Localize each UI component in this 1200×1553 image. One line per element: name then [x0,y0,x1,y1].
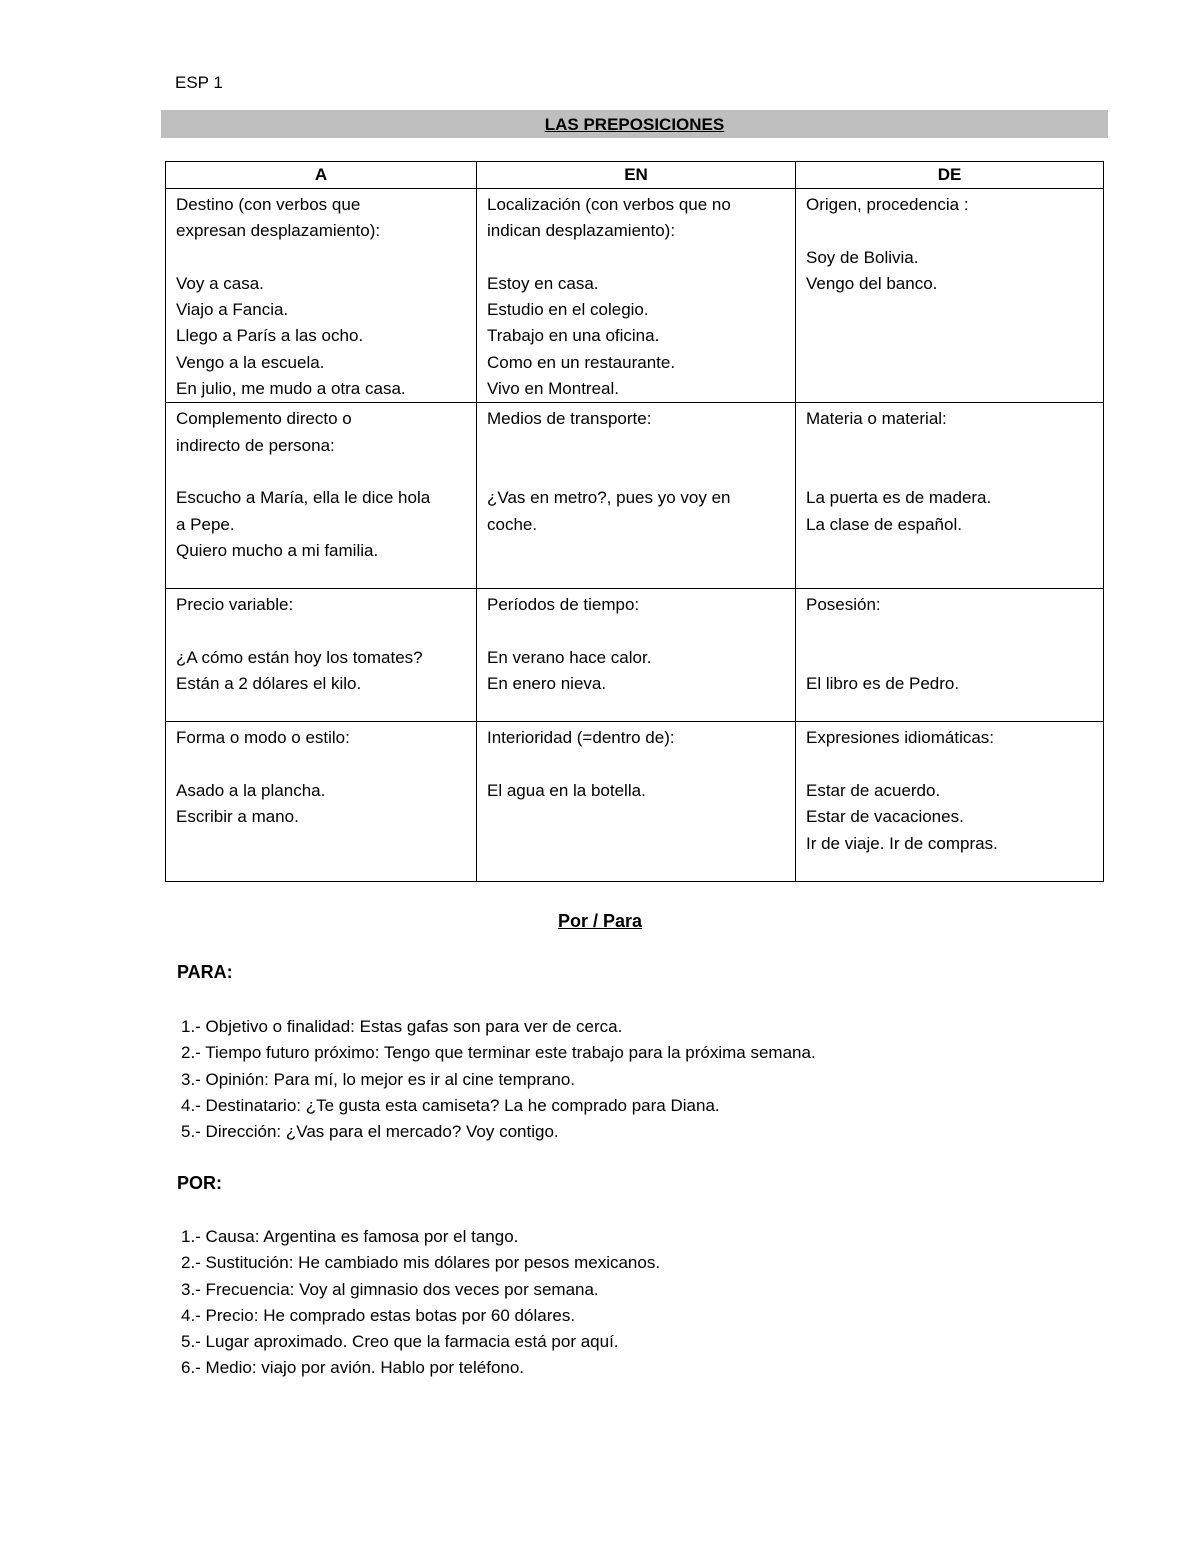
cell-line: expresan desplazamiento): [176,221,381,241]
table-cell [477,403,796,589]
cell-line: El agua en la botella. [487,780,646,800]
table-cell [477,589,796,722]
cell-line: Viajo a Fancia. [176,300,289,320]
cell-line: Estudio en el colegio. [487,300,649,320]
cell-line [806,433,1093,459]
cell-line: Vengo a la escuela. [176,352,325,372]
cell-line: En enero nieva. [487,674,607,694]
column-header-en: EN [477,162,796,189]
cell-line: Interioridad (=dentro de): [487,728,675,748]
cell-line [176,752,466,778]
cell-line: La clase de español. [806,514,962,534]
cell-line [806,459,1093,485]
cell-line [487,619,785,645]
cell-line: La puerta es de madera. [806,488,992,508]
list-item: 5.- Lugar aproximado. Creo que la farmacia está por aquí. [181,1332,619,1352]
table-cell [166,403,477,589]
column-header-de: DE [796,162,1104,189]
cell-line [806,645,1093,671]
cell-line: ¿Vas en metro?, pues yo voy en [487,488,731,508]
table-cell [166,722,477,882]
cell-line: En verano hace calor. [487,647,652,667]
cell-line: Expresiones idiomáticas: [806,728,995,748]
list-item: 4.- Precio: He comprado estas botas por 60 dólares. [181,1305,576,1325]
cell-line: En julio, me mudo a otra casa. [176,379,406,399]
cell-line: Quiero mucho a mi familia. [176,540,379,560]
table-cell [166,189,477,403]
cell-line [176,459,466,485]
cell-line [487,245,785,271]
table-row [166,403,1104,589]
por-heading: POR: [177,1173,222,1193]
cell-line: Ir de viaje. Ir de compras. [806,833,998,853]
cell-line: Estar de vacaciones. [806,807,964,827]
cell-line [487,459,785,485]
por-list [181,1224,660,1382]
table-cell [796,589,1104,722]
table-row [166,589,1104,722]
course-code: ESP 1 [175,73,223,92]
cell-line [487,433,785,459]
para-list [181,1014,816,1145]
page-title: LAS PREPOSICIONES [544,115,725,134]
cell-line: Posesión: [806,595,881,615]
table-cell [477,722,796,882]
cell-line: Forma o modo o estilo: [176,728,350,748]
cell-line: Están a 2 dólares el kilo. [176,674,362,694]
table-cell [796,722,1104,882]
cell-line: Medios de transporte: [487,409,652,429]
cell-line [806,619,1093,645]
table-row [166,722,1104,882]
list-item: 1.- Objetivo o finalidad: Estas gafas son para ver de cerca. [181,1017,623,1036]
cell-line: ¿A cómo están hoy los tomates? [176,647,423,667]
cell-line: Vengo del banco. [806,273,938,293]
cell-line: Materia o material: [806,409,947,429]
list-item: 6.- Medio: viajo por avión. Hablo por teléfono. [181,1358,525,1378]
cell-line: Escucho a María, ella le dice hola [176,488,431,508]
cell-line: Trabajo en una oficina. [487,326,660,346]
page-title-bar [161,110,1108,138]
table-cell [166,589,477,722]
list-item: 5.- Dirección: ¿Vas para el mercado? Voy contigo. [181,1122,559,1142]
para-heading: PARA: [177,962,233,982]
cell-line: Precio variable: [176,595,294,615]
cell-line: Escribir a mano. [176,807,299,827]
cell-line [176,619,466,645]
list-item: 3.- Frecuencia: Voy al gimnasio dos veces por semana. [181,1279,599,1299]
cell-line: Estoy en casa. [487,273,599,293]
cell-line: a Pepe. [176,514,235,534]
cell-line [176,245,466,271]
cell-line: Estar de acuerdo. [806,780,941,800]
cell-line: Complemento directo o [176,409,352,429]
table-row [166,189,1104,403]
list-item: 3.- Opinión: Para mí, lo mejor es ir al cine temprano. [181,1069,575,1089]
table-cell [796,403,1104,589]
cell-line: coche. [487,514,538,534]
list-item: 2.- Tiempo futuro próximo: Tengo que terminar este trabajo para la próxima semana. [181,1043,816,1063]
cell-line: Como en un restaurante. [487,352,676,372]
cell-line: Períodos de tiempo: [487,595,640,615]
cell-line: Origen, procedencia : [806,195,969,214]
column-header-a: A [166,162,477,189]
cell-line: Llego a París a las ocho. [176,326,364,346]
cell-line [487,752,785,778]
cell-line: Destino (con verbos que [176,195,361,214]
prepositions-table [165,161,1104,882]
table-cell [477,189,796,403]
table-cell [796,189,1104,403]
cell-line [806,218,1093,244]
list-item: 2.- Sustitución: He cambiado mis dólares por pesos mexicanos. [181,1253,661,1273]
cell-line: Soy de Bolivia. [806,247,919,267]
cell-line: Asado a la plancha. [176,780,326,800]
section-title-por-para: Por / Para [557,911,643,931]
cell-line: Vivo en Montreal. [487,379,619,399]
cell-line: El libro es de Pedro. [806,674,960,694]
table-header-row [166,162,1104,189]
cell-line: indican desplazamiento): [487,221,676,241]
cell-line: Localización (con verbos que no [487,195,731,214]
cell-line: indirecto de persona: [176,435,335,455]
cell-line: Voy a casa. [176,273,264,293]
list-item: 4.- Destinatario: ¿Te gusta esta camiseta? La he comprado para Diana. [181,1095,720,1115]
cell-line [806,752,1093,778]
list-item: 1.- Causa: Argentina es famosa por el tango. [181,1227,519,1246]
